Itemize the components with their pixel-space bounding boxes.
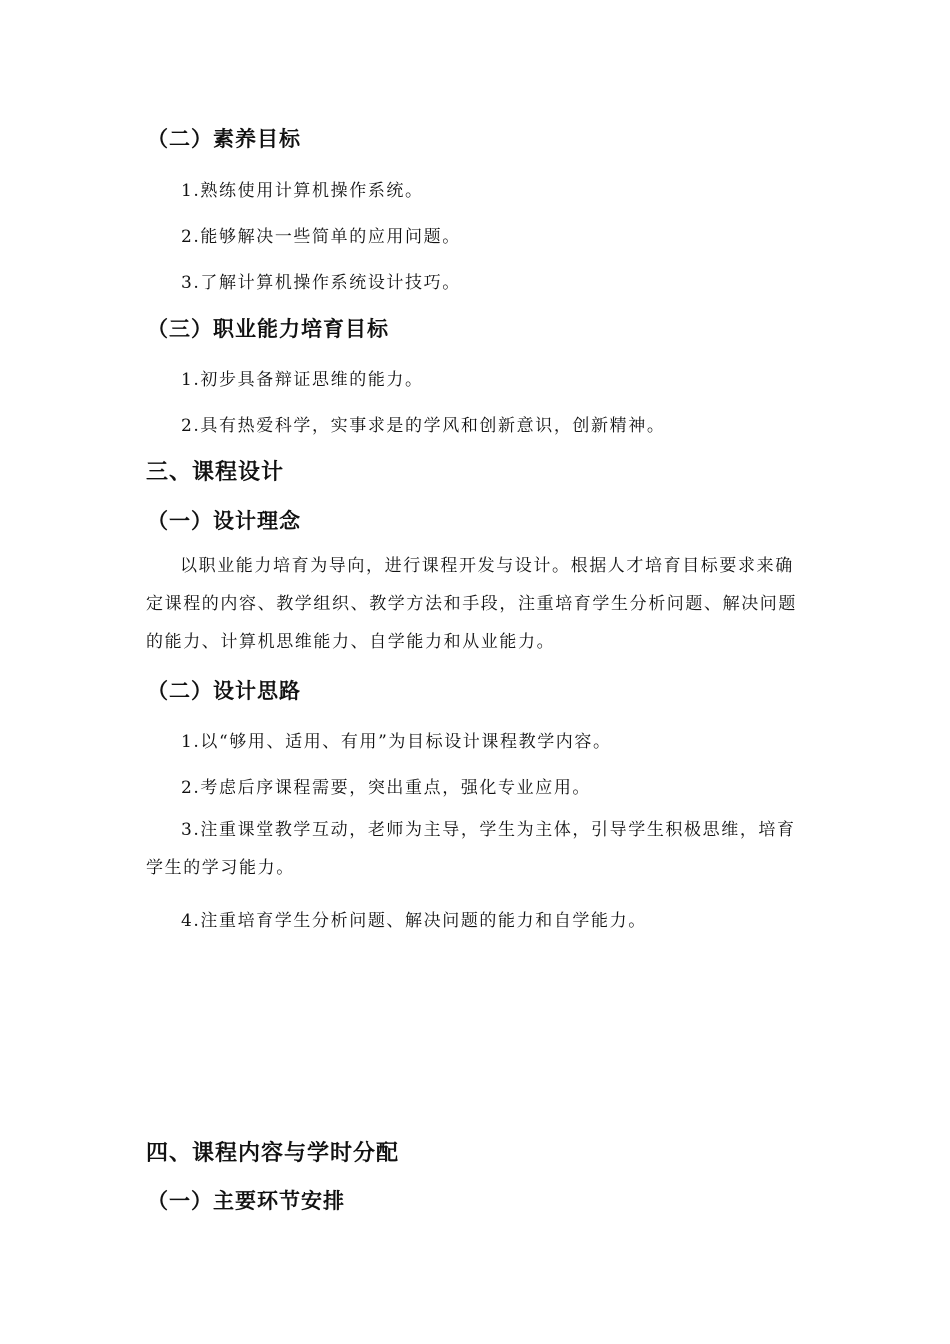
list-item: 3.注重课堂教学互动，老师为主导，学生为主体，引导学生积极思维，培育学生的学习能力。 [146,820,796,878]
list-item: 1.以“够用、适用、有用”为目标设计课程教学内容。 [181,732,612,752]
heading-zhiye-nengli: （三）职业能力培育目标 [147,317,389,341]
section-heading-kecheng-sheji: 三、课程设计 [146,460,285,485]
list-item: 1.初步具备辩证思维的能力。 [181,370,424,390]
heading-zhuyao-huanjie: （一）主要环节安排 [147,1189,345,1213]
heading-sheji-silu: （二）设计思路 [147,679,301,703]
list-item: 2.能够解决一些简单的应用问题。 [181,227,461,247]
list-item: 4.注重培育学生分析问题、解决问题的能力和自学能力。 [181,911,647,931]
section-heading-kecheng-neirong: 四、课程内容与学时分配 [146,1141,400,1166]
list-item: 1.熟练使用计算机操作系统。 [181,181,424,201]
heading-suyang-mubiao: （二）素养目标 [147,127,301,151]
heading-sheji-linian: （一）设计理念 [147,509,301,533]
list-item: 2.考虑后序课程需要，突出重点，强化专业应用。 [181,778,592,798]
list-item: 3.了解计算机操作系统设计技巧。 [181,273,461,293]
list-item: 2.具有热爱科学，实事求是的学风和创新意识，创新精神。 [181,416,666,436]
paragraph-sheji-linian: 以职业能力培育为导向，进行课程开发与设计。根据人才培育目标要求来确定课程的内容、教学组织、教学方法和手段，注重培育学生分析问题、解决问题的能力、计算机思维能力、自学能力和从业能力。 [146,556,797,652]
